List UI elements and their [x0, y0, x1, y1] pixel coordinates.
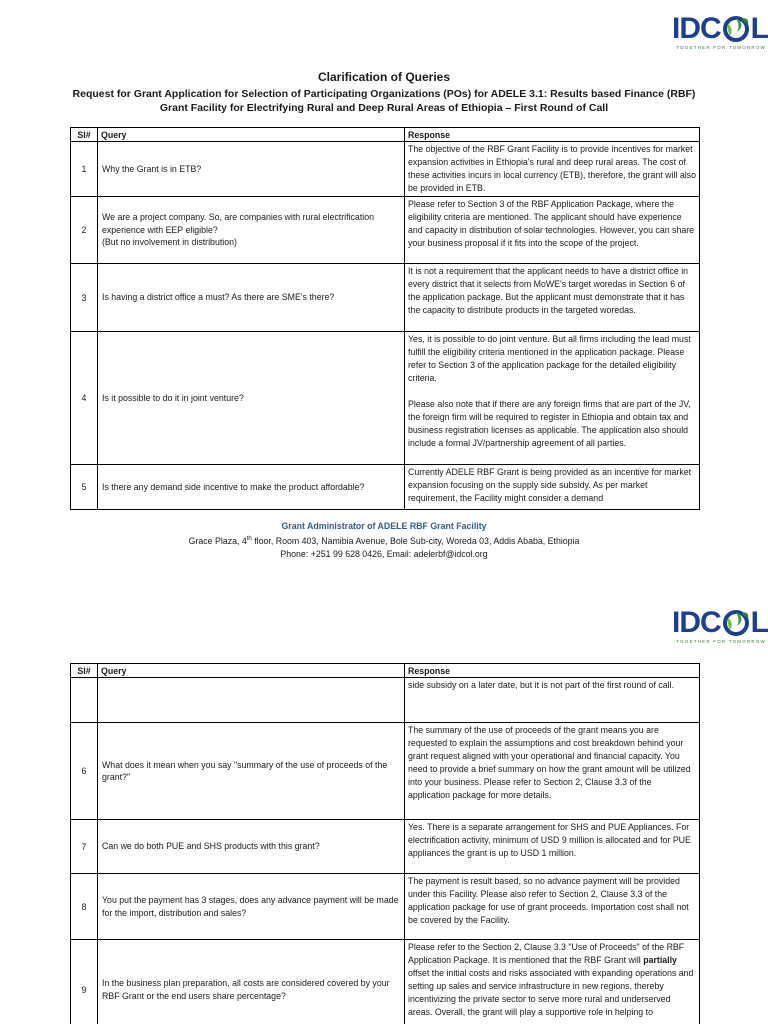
table-row [71, 874, 700, 940]
page-footer [0, 520, 768, 561]
row-response: Please refer to the Section 2, Clause 3.3 "Use of Proceeds" of the RBF Application Package. It is mentioned that the RBF Grant will partially offset the initial costs and risks associated with expanding operations and setting up sales and service infrastructure in new regions, thereby incentivizing the private sector to serve more rural and underserved areas. Overall, the grant will play a supportive role in helping to [405, 940, 700, 1024]
row-query: We are a project company. So, are companies with rural electrification experience with EEP eligible? (But no involvement in distribution) [98, 197, 405, 264]
footer-organization: Grant Administrator of ADELE RBF Grant Facility [281, 521, 487, 531]
response-paragraph: Yes, it is possible to do joint venture. But all firms including the lead must fulfill the eligibility criteria mentioned in the application package. Please refer to Section 3 of the application package for the detailed eligibility criteria. [408, 334, 691, 383]
page-title: Clarification of Queries [317, 70, 451, 84]
row-query: In the business plan preparation, all costs are considered covered by your RBF Grant or the end users share percentage? [98, 940, 405, 1024]
table-row [71, 197, 700, 264]
header-query: Query [98, 128, 405, 142]
row-query: You put the payment has 3 stages, does any advance payment will be made for the import, distribution and sales? [98, 874, 405, 940]
row-query [98, 678, 405, 723]
row-response: Yes. There is a separate arrangement for SHS and PUE Appliances. For electrification activity, minimum of USD 9 million is allocated and for PUE appliances the grant is up to USD 1 million. [405, 820, 700, 874]
row-response: side subsidy on a later date, but it is not part of the first round of call. [405, 678, 700, 723]
row-number: 4 [71, 332, 98, 465]
row-number: 8 [71, 874, 98, 940]
row-response: It is not a requirement that the applicant needs to have a district office in every district that it selects from MoWE's target woredas in Section 6 of the application package. But the applicant must demonstrate that it has the capacity to distribute products in the targeted woredas. [405, 264, 700, 332]
logo-text-right: L [750, 606, 768, 639]
leaf-globe-icon [722, 15, 750, 43]
row-query: What does it mean when you say "summary of the use of proceeds of the grant?" [98, 723, 405, 820]
row-query: Is having a district office a must? As there are SME's there? [98, 264, 405, 332]
idcol-logo [672, 14, 768, 50]
header-response: Response [405, 664, 700, 678]
logo-text-left: IDC [672, 12, 721, 45]
row-response: Currently ADELE RBF Grant is being provided as an incentive for market expansion focusing on the supply side subsidy. As per market requirement, the Facility might consider a demand [405, 465, 700, 510]
table-row [71, 332, 700, 465]
queries-table-page1 [70, 127, 700, 510]
row-query: Is it possible to do it in joint venture? [98, 332, 405, 465]
header-sl: Sl# [71, 664, 98, 678]
table-row [71, 142, 700, 197]
row-number: 6 [71, 723, 98, 820]
table-row [71, 465, 700, 510]
logo-tagline: TOGETHER FOR TOMORROW [676, 45, 766, 50]
row-number: 1 [71, 142, 98, 197]
footer-contact: Phone: +251 99 628 0426, Email: adelerbf@idcol.org [280, 548, 488, 559]
row-query: Is there any demand side incentive to make the product affordable? [98, 465, 405, 510]
row-response: The objective of the RBF Grant Facility is to provide incentives for market expansion activities in Ethiopia's rural and deep rural areas. The cost of these activities incurs in local currency (ETB), therefore, the grant will also be provided in ETB. [405, 142, 700, 197]
response-paragraph: Please also note that if there are any foreign firms that are part of the JV, the foreign firm will be required to register in Ethiopia and obtain tax and business registration licenses as applicable. The application also should include a formal JV/partnership agreement of all parties. [408, 399, 691, 448]
row-response [405, 332, 700, 465]
table-row [71, 940, 700, 1024]
logo-tagline: TOGETHER FOR TOMORROW [676, 639, 766, 644]
row-number: 3 [71, 264, 98, 332]
row-number: 5 [71, 465, 98, 510]
table-header-row [71, 128, 700, 142]
footer-address: Grace Plaza, 4th floor, Room 403, Namibia Avenue, Bole Sub-city, Woreda 03, Addis Ababa, Ethiopia [188, 535, 580, 546]
page-subtitle: Request for Grant Application for Selection of Participating Organizations (POs) for ADELE 3.1: Results based Finance (RBF) Grant Facility for Electrifying Rural and Deep Rural Areas of Ethiopia – First Round of Call [72, 88, 696, 114]
idcol-logo [672, 608, 768, 644]
row-response: The payment is result based, so no advance payment will be provided under this Facility. Please also refer to Section 2, Clause 3.3 of the application package for use of grant proceeds. Importation cost shall not be covered by the Facility. [405, 874, 700, 940]
leaf-globe-icon [722, 609, 750, 637]
table-row [71, 820, 700, 874]
row-response: The summary of the use of proceeds of the grant means you are requested to explain the assumptions and cost breakdown behind your grant request aligned with your operational and financial capacity. You need to provide a brief summary on how the grant amount will be utilized into your business. Please refer to Section 2, Clause 3.3 of the application package for more details. [405, 723, 700, 820]
row-number [71, 678, 98, 723]
table-header-row [71, 664, 700, 678]
queries-table-page2 [70, 663, 700, 1024]
row-query: Can we do both PUE and SHS products with this grant? [98, 820, 405, 874]
row-number: 9 [71, 940, 98, 1024]
row-number: 7 [71, 820, 98, 874]
table-row [71, 678, 700, 723]
header-query: Query [98, 664, 405, 678]
row-query: Why the Grant is in ETB? [98, 142, 405, 197]
logo-text-right: L [750, 12, 768, 45]
row-response: Please refer to Section 3 of the RBF Application Package, where the eligibility criteria are mentioned. The applicant should have experience and capacity in distribution of solar technologies. However, you can share your business proposal if it fits into the scope of the project. [405, 197, 700, 264]
table-row [71, 723, 700, 820]
table-row [71, 264, 700, 332]
header-sl: Sl# [71, 128, 98, 142]
row-number: 2 [71, 197, 98, 264]
header-response: Response [405, 128, 700, 142]
logo-text-left: IDC [672, 606, 721, 639]
